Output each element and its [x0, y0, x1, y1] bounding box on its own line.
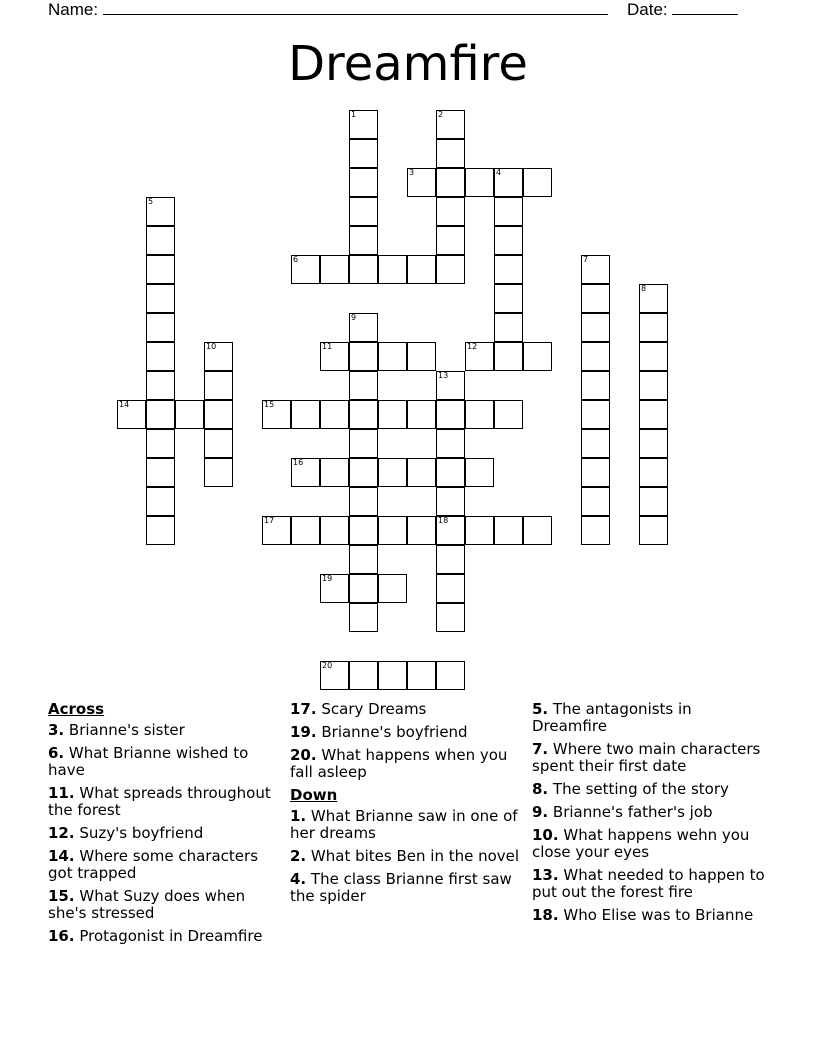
grid-cell[interactable]	[146, 371, 175, 400]
clues-column-1	[48, 701, 280, 951]
grid-cell[interactable]	[639, 342, 668, 371]
cell-number: 11	[322, 342, 333, 351]
grid-cell[interactable]	[407, 516, 436, 545]
cell-number: 19	[322, 574, 333, 583]
grid-cell[interactable]	[436, 661, 465, 690]
grid-cell[interactable]	[349, 342, 378, 371]
grid-cell[interactable]	[436, 487, 465, 516]
cell-number: 17	[264, 516, 275, 525]
grid-cell[interactable]	[378, 661, 407, 690]
grid-cell[interactable]	[349, 371, 378, 400]
grid-cell[interactable]	[320, 574, 349, 603]
cell-number: 18	[438, 516, 449, 525]
grid-cell[interactable]	[581, 284, 610, 313]
grid-cell[interactable]	[436, 371, 465, 400]
grid-cell[interactable]	[146, 284, 175, 313]
cell-number: 9	[351, 313, 357, 322]
grid-cell[interactable]	[581, 458, 610, 487]
grid-cell[interactable]	[494, 284, 523, 313]
grid-cell[interactable]	[117, 400, 146, 429]
grid-cell[interactable]	[146, 458, 175, 487]
grid-cell[interactable]	[494, 255, 523, 284]
clue-across: 20. What happens when you fall asleep	[290, 746, 508, 781]
grid-cell[interactable]	[146, 400, 175, 429]
grid-cell[interactable]	[349, 661, 378, 690]
grid-cell[interactable]	[436, 168, 465, 197]
grid-cell[interactable]	[378, 574, 407, 603]
grid-cell[interactable]	[146, 516, 175, 545]
grid-cell[interactable]	[465, 342, 494, 371]
cell-number: 5	[148, 197, 154, 206]
grid-cell[interactable]	[436, 197, 465, 226]
grid-cell[interactable]	[291, 458, 320, 487]
cell-number: 7	[583, 255, 589, 264]
grid-cell[interactable]	[320, 661, 349, 690]
grid-cell[interactable]	[146, 197, 175, 226]
across-heading: Across	[48, 700, 105, 718]
grid-cell[interactable]	[175, 400, 204, 429]
clue-across: 12. Suzy's boyfriend	[48, 824, 204, 842]
grid-cell[interactable]	[523, 168, 552, 197]
cell-number: 4	[496, 168, 502, 177]
grid-cell[interactable]	[320, 516, 349, 545]
grid-cell[interactable]	[581, 516, 610, 545]
clue-down: 9. Brianne's father's job	[532, 803, 713, 821]
grid-cell[interactable]	[407, 168, 436, 197]
cell-number: 2	[438, 110, 444, 119]
cell-number: 3	[409, 168, 415, 177]
clue-down: 5. The antagonists in Dreamfire	[532, 700, 692, 735]
grid-cell[interactable]	[204, 458, 233, 487]
grid-cell[interactable]	[465, 400, 494, 429]
grid-cell[interactable]	[639, 371, 668, 400]
grid-cell[interactable]	[436, 574, 465, 603]
grid-cell[interactable]	[436, 226, 465, 255]
clue-across: 15. What Suzy does when she's stressed	[48, 887, 246, 922]
grid-cell[interactable]	[204, 400, 233, 429]
grid-cell[interactable]	[204, 429, 233, 458]
grid-cell[interactable]	[146, 226, 175, 255]
grid-cell[interactable]	[349, 574, 378, 603]
grid-cell[interactable]	[639, 516, 668, 545]
cell-number: 13	[438, 371, 449, 380]
clues-column-2	[290, 701, 522, 911]
grid-cell[interactable]	[320, 400, 349, 429]
grid-cell[interactable]	[494, 226, 523, 255]
clue-down: 18. Who Elise was to Brianne	[532, 906, 754, 924]
cell-number: 10	[206, 342, 217, 351]
grid-cell[interactable]	[581, 255, 610, 284]
grid-cell[interactable]	[146, 487, 175, 516]
grid-cell[interactable]	[349, 487, 378, 516]
clue-across: 19. Brianne's boyfriend	[290, 723, 468, 741]
grid-cell[interactable]	[494, 516, 523, 545]
grid-cell[interactable]	[262, 400, 291, 429]
grid-cell[interactable]	[291, 255, 320, 284]
grid-cell[interactable]	[262, 516, 291, 545]
grid-cell[interactable]	[494, 313, 523, 342]
clue-across: 11. What spreads throughout the forest	[48, 784, 271, 819]
grid-cell[interactable]	[349, 255, 378, 284]
grid-cell[interactable]	[407, 400, 436, 429]
clue-down: 1. What Brianne saw in one of her dreams	[290, 807, 518, 842]
grid-cell[interactable]	[436, 545, 465, 574]
clue-across: 3. Brianne's sister	[48, 721, 185, 739]
grid-cell[interactable]	[349, 429, 378, 458]
grid-cell[interactable]	[349, 110, 378, 139]
grid-cell[interactable]	[581, 400, 610, 429]
grid-cell[interactable]	[349, 603, 378, 632]
cell-number: 6	[293, 255, 299, 264]
puzzle-title: Dreamfire	[288, 36, 528, 92]
cell-number: 14	[119, 400, 130, 409]
grid-cell[interactable]	[349, 545, 378, 574]
date-label: Date:	[627, 0, 668, 19]
grid-cell[interactable]	[436, 139, 465, 168]
grid-cell[interactable]	[349, 458, 378, 487]
grid-cell[interactable]	[523, 342, 552, 371]
clue-across: 17. Scary Dreams	[290, 700, 427, 718]
clue-down: 13. What needed to happen to put out the forest fire	[532, 866, 765, 901]
grid-cell[interactable]	[581, 429, 610, 458]
cell-number: 20	[322, 661, 333, 670]
grid-cell[interactable]	[523, 516, 552, 545]
grid-cell[interactable]	[378, 458, 407, 487]
grid-cell[interactable]	[465, 168, 494, 197]
grid-cell[interactable]	[494, 197, 523, 226]
grid-cell[interactable]	[581, 487, 610, 516]
grid-cell[interactable]	[320, 255, 349, 284]
grid-cell[interactable]	[581, 342, 610, 371]
grid-cell[interactable]	[639, 284, 668, 313]
grid-cell[interactable]	[291, 400, 320, 429]
grid-cell[interactable]	[436, 255, 465, 284]
grid-cell[interactable]	[349, 313, 378, 342]
grid-cell[interactable]	[146, 313, 175, 342]
grid-cell[interactable]	[349, 139, 378, 168]
clue-down: 10. What happens wehn you close your eyes	[532, 826, 750, 861]
grid-cell[interactable]	[465, 458, 494, 487]
clue-across: 6. What Brianne wished to have	[48, 744, 249, 779]
grid-cell[interactable]	[146, 342, 175, 371]
grid-cell[interactable]	[436, 458, 465, 487]
grid-cell[interactable]	[639, 400, 668, 429]
grid-cell[interactable]	[639, 458, 668, 487]
grid-cell[interactable]	[494, 342, 523, 371]
clue-across: 14. Where some characters got trapped	[48, 847, 259, 882]
grid-cell[interactable]	[639, 313, 668, 342]
grid-cell[interactable]	[204, 342, 233, 371]
grid-cell[interactable]	[146, 255, 175, 284]
clue-down: 8. The setting of the story	[532, 780, 729, 798]
cell-number: 8	[641, 284, 647, 293]
grid-cell[interactable]	[436, 516, 465, 545]
grid-cell[interactable]	[465, 516, 494, 545]
grid-cell[interactable]	[494, 168, 523, 197]
grid-cell[interactable]	[378, 516, 407, 545]
down-heading: Down	[290, 786, 338, 804]
grid-cell[interactable]	[204, 371, 233, 400]
grid-cell[interactable]	[436, 429, 465, 458]
clues-column-3	[532, 701, 768, 930]
grid-cell[interactable]	[407, 661, 436, 690]
grid-cell[interactable]	[639, 429, 668, 458]
grid-cell[interactable]	[581, 371, 610, 400]
grid-cell[interactable]	[378, 400, 407, 429]
grid-cell[interactable]	[349, 197, 378, 226]
grid-cell[interactable]	[407, 458, 436, 487]
grid-cell[interactable]	[378, 342, 407, 371]
grid-cell[interactable]	[320, 342, 349, 371]
grid-cell[interactable]	[436, 400, 465, 429]
grid-cell[interactable]	[349, 168, 378, 197]
grid-cell[interactable]	[320, 458, 349, 487]
cell-number: 1	[351, 110, 357, 119]
grid-cell[interactable]	[349, 400, 378, 429]
grid-cell[interactable]	[146, 429, 175, 458]
name-label: Name:	[48, 0, 99, 19]
grid-cell[interactable]	[494, 400, 523, 429]
grid-cell[interactable]	[378, 255, 407, 284]
cell-number: 12	[467, 342, 478, 351]
clue-across: 16. Protagonist in Dreamfire	[48, 927, 263, 945]
clue-down: 7. Where two main characters spent their first date	[532, 740, 761, 775]
cell-number: 15	[264, 400, 275, 409]
grid-cell[interactable]	[407, 255, 436, 284]
grid-cell[interactable]	[436, 110, 465, 139]
grid-cell[interactable]	[349, 516, 378, 545]
cell-number: 16	[293, 458, 304, 467]
grid-cell[interactable]	[291, 516, 320, 545]
grid-cell[interactable]	[581, 313, 610, 342]
grid-cell[interactable]	[349, 226, 378, 255]
grid-cell[interactable]	[407, 342, 436, 371]
clue-down: 2. What bites Ben in the novel	[290, 847, 520, 865]
clue-down: 4. The class Brianne first saw the spider	[290, 870, 512, 905]
grid-cell[interactable]	[436, 603, 465, 632]
grid-cell[interactable]	[639, 487, 668, 516]
